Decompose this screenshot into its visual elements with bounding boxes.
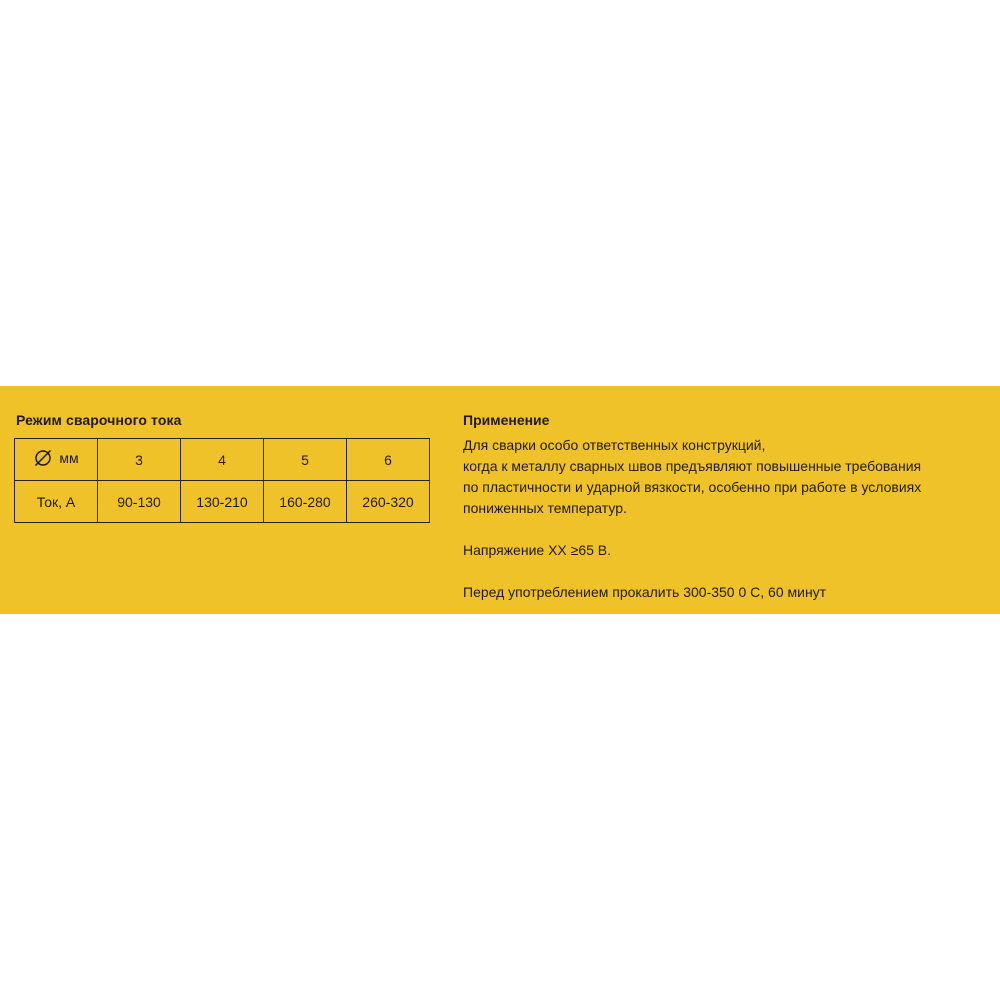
diameter-row <box>15 439 430 481</box>
diameter-cell: 6 <box>347 439 430 481</box>
diameter-cell: 3 <box>98 439 181 481</box>
current-row <box>15 481 430 523</box>
welding-current-table <box>14 438 430 523</box>
diameter-symbol-icon <box>33 448 53 468</box>
application-text-line: по пластичности и ударной вязкости, особенно при работе в условиях <box>463 479 922 495</box>
application-text-line: Для сварки особо ответственных конструкций, <box>463 437 766 453</box>
diameter-unit-label: мм <box>59 450 79 466</box>
current-cell: 260-320 <box>347 481 430 523</box>
current-header-cell: Ток, А <box>15 481 98 523</box>
spacer <box>463 561 1000 582</box>
current-cell: 160-280 <box>264 481 347 523</box>
application-text-line: пониженных температур. <box>463 500 627 516</box>
spacer <box>463 519 1000 540</box>
welding-mode-title: Режим сварочного тока <box>16 412 182 428</box>
diameter-cell: 5 <box>264 439 347 481</box>
current-cell: 90-130 <box>98 481 181 523</box>
voltage-text: Напряжение ХХ ≥65 В. <box>463 542 612 558</box>
baking-instruction-text: Перед употреблением прокалить 300-350 0 С, 60 минут <box>463 584 827 600</box>
application-text-line: когда к металлу сварных швов предъявляют повышенные требования <box>463 458 922 474</box>
yellow-label-band <box>0 386 1000 614</box>
application-title: Применение <box>463 412 550 428</box>
diameter-header-cell <box>15 439 98 481</box>
diameter-cell: 4 <box>181 439 264 481</box>
application-section <box>463 412 1000 603</box>
current-cell: 130-210 <box>181 481 264 523</box>
